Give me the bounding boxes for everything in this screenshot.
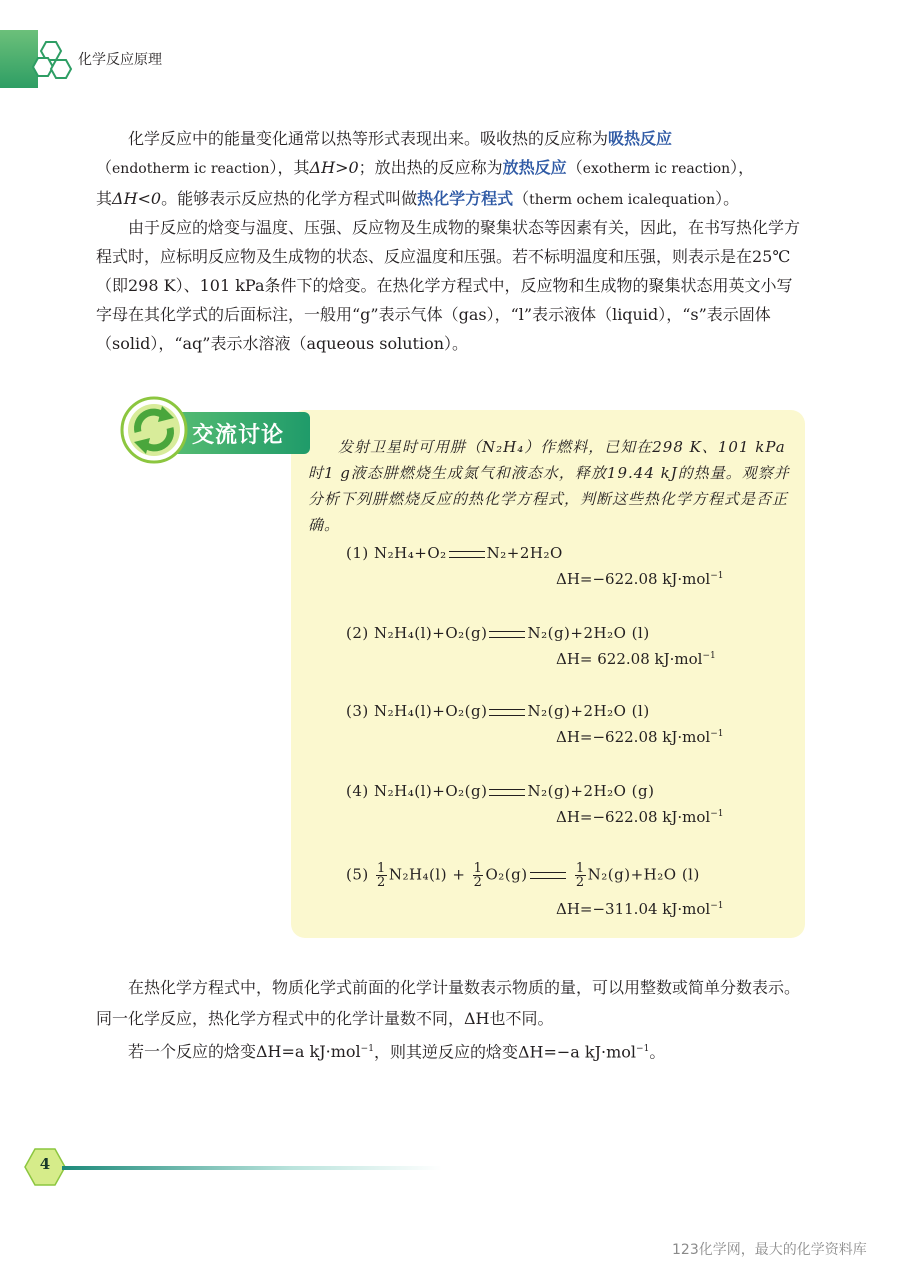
equation-5-enthalpy: ΔH=−311.04 kJ·mol$^{-1}$ bbox=[556, 900, 724, 918]
fraction-half: $\frac{1}{2}$ bbox=[377, 861, 386, 890]
intro-paragraph: 化学反应中的能量变化通常以热等形式表现出来。吸收热的反应称为吸热反应 （endotherm ic reaction），其ΔH>0；放出热的反应称为放热反应（exotherm ic reaction）， 其ΔH<0。能够表示反应热的化学方程式叫做热化学方程式（therm ochem icalequation）。 bbox=[96, 129, 755, 208]
discussion-badge-label: 交流讨论 bbox=[192, 423, 285, 448]
state-paragraph: 由于反应的焓变与温度、压强、反应物及生成物的聚集状态等因素有关，因此，在书写热化学方程式时，应标明反应物及生成物的状态、反应温度和压强。若不标明温度和压强，则表示是在25℃（即298 K）、101 kPa条件下的焓变。在热化学方程式中，反应物和生成物的聚集状态用英文小写字母在其化学式的后面标注，一般用“g”表示气体（gas），“l”表示液体（liquid），“s”表示固体（solid），“aq”表示水溶液（aqueous solution）。 bbox=[96, 218, 801, 353]
watermark: 123化学网，最大的化学资料库 bbox=[672, 1242, 867, 1258]
fraction-half: $\frac{1}{2}$ bbox=[575, 861, 585, 890]
reverse-reaction-paragraph: 若一个反应的焓变ΔH=a kJ·mol$^{-1}$，则其逆反应的焓变ΔH=−a kJ·mol$^{-1}$。 bbox=[128, 1042, 666, 1062]
recycle-arrows-icon bbox=[118, 394, 190, 466]
keyword-endothermic: 吸热反应 bbox=[608, 129, 673, 148]
keyword-thermochemical-equation: 热化学方程式 bbox=[417, 189, 514, 208]
equation-1: (1) N₂H₄+O₂ N₂+2H₂O bbox=[346, 544, 563, 562]
discussion-prompt: 发射卫星时可用肼（N₂H₄）作燃料，已知在298 K、101 kPa时1 g液态肼燃烧生成氮气和液态水，释放19.44 kJ的热量。观察并分析下列肼燃烧反应的热化学方程式，判断这些热化学方程式是否正确。 bbox=[308, 438, 790, 534]
equation-3: (3) N₂H₄(l)+O₂(g) N₂(g)+2H₂O (l) bbox=[346, 702, 650, 720]
equation-1-enthalpy: ΔH=−622.08 kJ·mol$^{-1}$ bbox=[556, 570, 724, 588]
stoichiometry-paragraph: 在热化学方程式中，物质化学式前面的化学计量数表示物质的量，可以用整数或简单分数表示。同一化学反应，热化学方程式中的化学计量数不同，ΔH也不同。 bbox=[96, 978, 801, 1028]
equation-2: (2) N₂H₄(l)+O₂(g) N₂(g)+2H₂O (l) bbox=[346, 624, 650, 642]
keyword-exothermic: 放热反应 bbox=[502, 158, 567, 177]
hexagon-logo-icon bbox=[30, 40, 78, 86]
equation-4: (4) N₂H₄(l)+O₂(g) N₂(g)+2H₂O (g) bbox=[346, 782, 655, 800]
equation-4-enthalpy: ΔH=−622.08 kJ·mol$^{-1}$ bbox=[556, 808, 724, 826]
fraction-half: $\frac{1}{2}$ bbox=[473, 861, 483, 890]
page-number: 4 bbox=[39, 1155, 51, 1173]
footer-rule bbox=[62, 1166, 442, 1170]
equation-3-enthalpy: ΔH=−622.08 kJ·mol$^{-1}$ bbox=[556, 728, 724, 746]
chapter-title: 化学反应原理 bbox=[78, 52, 162, 68]
equation-2-enthalpy: ΔH= 622.08 kJ·mol$^{-1}$ bbox=[556, 650, 716, 668]
equation-5: (5) $\frac{1}{2}$ N₂H₄(l) + $\frac{1}{2}$ O₂(g) $\frac{1}{2}$ N₂(g)+H₂O (l) bbox=[346, 861, 700, 890]
